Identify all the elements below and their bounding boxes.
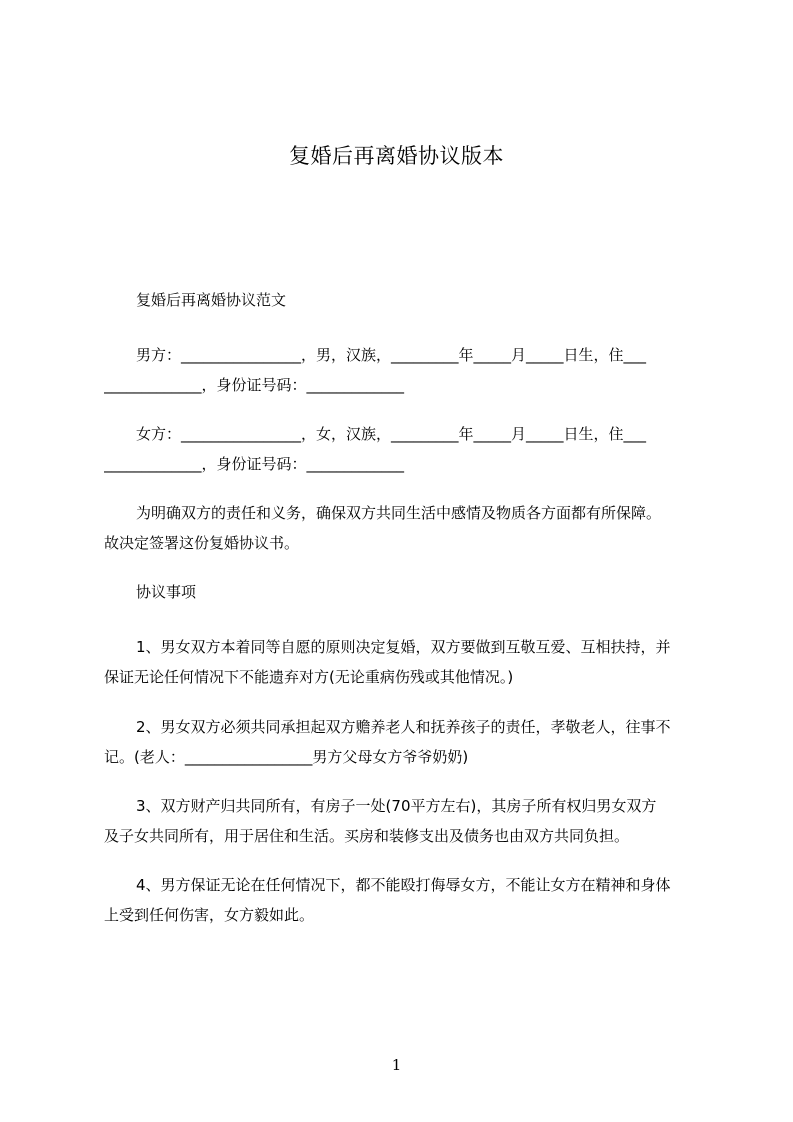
man-info-line-2: _____________，身份证号码：_____________ xyxy=(104,376,405,394)
purpose-paragraph xyxy=(104,498,708,558)
agreement-item-4-line-1: 4、男方保证无论在任何情况下，都不能殴打侮辱女方，不能让女方在精神和身体 xyxy=(136,876,671,894)
agreement-item-4 xyxy=(104,870,708,930)
agreement-item-3-line-1: 3、双方财产归共同所有，有房子一处(70平方左右)，其房子所有权归男女双方 xyxy=(136,797,657,815)
agreement-item-4-line-2: 上受到任何伤害，女方毅如此。 xyxy=(104,906,315,924)
man-info-line-1: 男方：________________，男，汉族，_________年_____月_____日生，住___ xyxy=(136,346,647,364)
agreement-item-1-line-1: 1、男女双方本着同等自愿的原则决定复婚，双方要做到互敬互爱、互相扶持，并 xyxy=(136,638,671,656)
items-heading xyxy=(104,577,708,607)
purpose-line-1: 为明确双方的责任和义务，确保双方共同生活中感情及物质各方面都有所保障。 xyxy=(136,504,662,522)
agreement-item-3 xyxy=(104,791,708,851)
items-heading-text: 协议事项 xyxy=(136,583,197,601)
agreement-item-2 xyxy=(104,712,708,772)
man-info-paragraph xyxy=(104,340,708,400)
subtitle-text: 复婚后再离婚协议范文 xyxy=(136,291,287,309)
agreement-item-2-line-2: 记。(老人：_________________男方父母女方爷爷奶奶) xyxy=(104,748,469,766)
agreement-item-3-line-2: 及子女共同所有，用于居住和生活。买房和装修支出及债务也由双方共同负担。 xyxy=(104,827,630,845)
page-number: 1 xyxy=(391,1056,402,1074)
document-subtitle xyxy=(104,285,708,315)
woman-info-paragraph xyxy=(104,419,708,479)
woman-info-line-2: _____________，身份证号码：_____________ xyxy=(104,455,405,473)
agreement-item-1-line-2: 保证无论任何情况下不能遗弃对方(无论重病伤残或其他情况。) xyxy=(104,668,514,686)
agreement-item-2-line-1: 2、男女双方必须共同承担起双方赡养老人和抚养孩子的责任，孝敬老人，往事不 xyxy=(136,718,671,736)
purpose-line-2: 故决定签署这份复婚协议书。 xyxy=(104,534,300,552)
woman-info-line-1: 女方：________________，女，汉族，_________年_____月_____日生，住___ xyxy=(136,425,647,443)
document-title: 复婚后再离婚协议版本 xyxy=(289,144,504,168)
agreement-item-1 xyxy=(104,632,708,692)
